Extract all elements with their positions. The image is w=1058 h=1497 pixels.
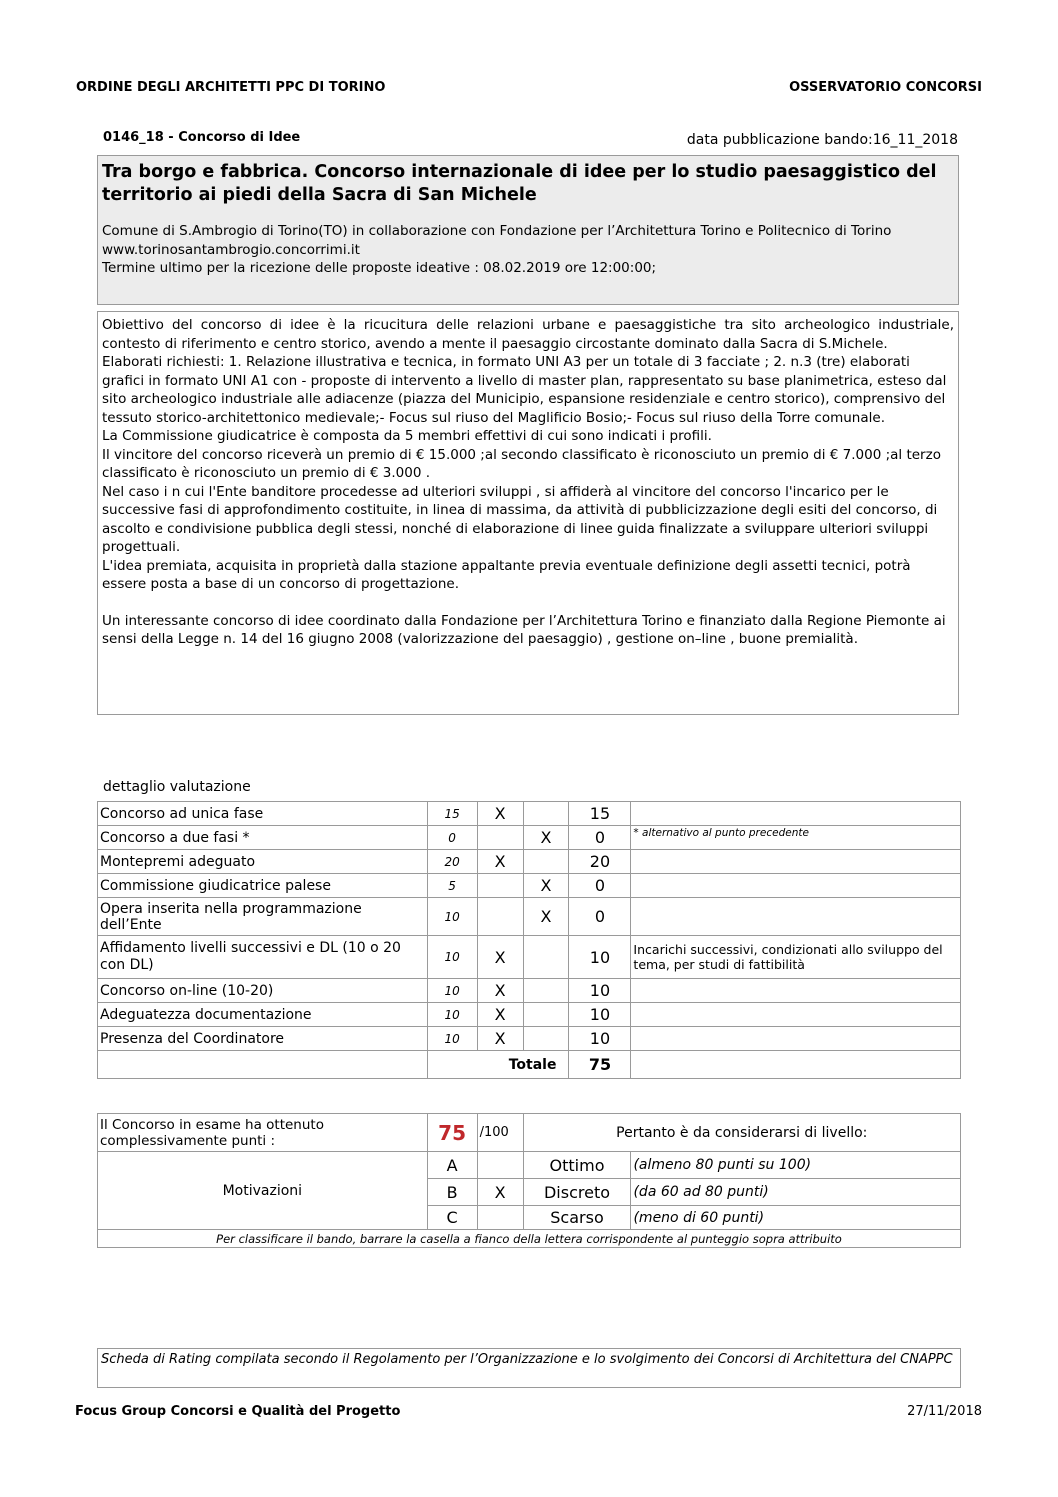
publication-date: data pubblicazione bando:16_11_2018: [686, 132, 958, 148]
evaluation-table: [97, 801, 961, 1079]
level-name: Ottimo: [523, 1152, 631, 1179]
score-cell: 10: [569, 1027, 631, 1051]
level-range: (da 60 ad 80 punti): [631, 1179, 961, 1206]
criterion-cell: Presenza del Coordinatore: [98, 1027, 428, 1051]
score-cell: 0: [569, 826, 631, 850]
result-table: [97, 1113, 961, 1248]
note-cell: * alternativo al punto precedente: [631, 826, 961, 850]
yes-mark-cell[interactable]: [477, 874, 523, 898]
level-intro: Pertanto è da considerarsi di livello:: [523, 1114, 960, 1152]
max-points-cell: 0: [427, 826, 477, 850]
competition-info: [102, 222, 954, 278]
no-mark-cell[interactable]: [523, 1027, 569, 1051]
max-points-cell: 15: [427, 802, 477, 826]
note-cell: [631, 1003, 961, 1027]
level-letter: C: [427, 1206, 477, 1230]
max-points-cell: 10: [427, 898, 477, 936]
table-row: [98, 936, 961, 979]
classification-footnote: Per classificare il bando, barrare la casella a fianco della lettera corrispondente al punteggio sopra attribuito: [98, 1230, 961, 1248]
description-paragraph: Elaborati richiesti: 1. Relazione illustrativa e tecnica, in formato UNI A3 per un totale di 3 facciate ; 2. n.3 (tre) elaborati grafici in formato UNI A1 con - proposte di intervento a livello di master plan, rappresentato su base planimetrica, esteso dal sito archeologico industriale alle adiacenze (piazza del Municipio, espansione residenziale e centro storico), comprensivo del tessuto storico-architettonico medievale;- Focus sul riuso del Maglificio Bosio;- Focus sul riuso della Torre comunale.: [102, 354, 947, 426]
max-points-cell: 5: [427, 874, 477, 898]
level-letter: B: [427, 1179, 477, 1206]
criterion-cell: Commissione giudicatrice palese: [98, 874, 428, 898]
no-mark-cell[interactable]: X: [523, 826, 569, 850]
no-mark-cell[interactable]: [523, 850, 569, 874]
criterion-cell: Affidamento livelli successivi e DL (10 o 20 con DL): [98, 936, 428, 979]
website-link[interactable]: www.torinosantambrogio.concorrimi.it: [102, 241, 360, 258]
table-row: [98, 1027, 961, 1051]
no-mark-cell[interactable]: [523, 979, 569, 1003]
note-cell: [631, 874, 961, 898]
yes-mark-cell[interactable]: X: [477, 979, 523, 1003]
yes-mark-cell[interactable]: X: [477, 936, 523, 979]
level-row: [98, 1152, 961, 1179]
no-mark-cell[interactable]: X: [523, 874, 569, 898]
score-cell: 0: [569, 898, 631, 936]
criterion-cell: Montepremi adeguato: [98, 850, 428, 874]
score-cell: 10: [569, 979, 631, 1003]
score-cell: 20: [569, 850, 631, 874]
note-cell: [631, 850, 961, 874]
note-cell: [631, 802, 961, 826]
footer-group: Focus Group Concorsi e Qualità del Progetto: [75, 1404, 401, 1419]
level-mark[interactable]: [477, 1152, 523, 1179]
no-mark-cell[interactable]: X: [523, 898, 569, 936]
description-paragraph: Nel caso i n cui l'Ente banditore procedesse ad ulteriori sviluppi , si affiderà al vincitore del concorso l'incarico per le successive fasi di approfondimento costituite, in linea di massima, da attività di pubblicizzazione degli esiti del concorso, di ascolto e condivisione pubblica degli stessi, nonché di elaborazione di linee guida finalizzate a sviluppare ulteriori sviluppi progettuali.: [102, 483, 938, 555]
yes-mark-cell[interactable]: X: [477, 1027, 523, 1051]
final-score: 75: [427, 1114, 477, 1152]
rating-note: Scheda di Rating compilata secondo il Regolamento per l’Organizzazione e lo svolgimento dei Concorsi di Architettura del CNAPPC: [97, 1348, 961, 1388]
criterion-cell: Concorso ad unica fase: [98, 802, 428, 826]
score-cell: 0: [569, 874, 631, 898]
note-cell: [631, 979, 961, 1003]
total-row: [98, 1051, 961, 1079]
table-row: [98, 1003, 961, 1027]
description-paragraph: Un interessante concorso di idee coordinato dalla Fondazione per l’Architettura Torino e finanziato dalla Regione Piemonte ai sensi della Legge n. 14 del 16 giugno 2008 (valorizzazione del paesaggio) , gestione on–line , buone premialità.: [102, 612, 946, 647]
description-box: [97, 311, 959, 715]
title-box: [97, 155, 959, 305]
organizer: Comune di S.Ambrogio di Torino(TO) in collaborazione con Fondazione per l’Architettura Torino e Politecnico di Torino: [102, 223, 892, 239]
table-row: [98, 898, 961, 936]
score-cell: 10: [569, 936, 631, 979]
yes-mark-cell[interactable]: [477, 826, 523, 850]
level-range: (almeno 80 punti su 100): [631, 1152, 961, 1179]
description-paragraph: L'idea premiata, acquisita in proprietà dalla stazione appaltante previa eventuale definizione degli assetti tecnici, potrà essere posta a base di un concorso di progettazione.: [102, 557, 911, 592]
note-cell: Incarichi successivi, condizionati allo sviluppo del tema, per studi di fattibilità: [631, 936, 961, 979]
max-points-cell: 20: [427, 850, 477, 874]
table-row: [98, 826, 961, 850]
result-row: [98, 1114, 961, 1152]
description-paragraph: Obiettivo del concorso di idee è la ricucitura delle relazioni urbane e paesaggistiche tra sito archeologico industriale, contesto di riferimento e centro storico, avendo a mente il paesaggio circostante dominato dalla Sacra di S.Michele.: [102, 317, 954, 352]
footnote-row: [98, 1230, 961, 1248]
note-cell: [631, 898, 961, 936]
total-note-cell: [631, 1051, 961, 1079]
competition-title: Tra borgo e fabbrica. Concorso internazionale di idee per lo studio paesaggistico del territorio ai piedi della Sacra di San Michele: [102, 162, 937, 205]
note-cell: [631, 1027, 961, 1051]
table-row: [98, 850, 961, 874]
no-mark-cell[interactable]: [523, 936, 569, 979]
level-name: Discreto: [523, 1179, 631, 1206]
header-organization: ORDINE DEGLI ARCHITETTI PPC DI TORINO: [76, 80, 386, 95]
result-intro: Il Concorso in esame ha ottenuto complessivamente punti :: [98, 1114, 428, 1152]
max-points-cell: 10: [427, 1027, 477, 1051]
competition-code: 0146_18 - Concorso di Idee: [103, 130, 301, 145]
level-mark[interactable]: [477, 1206, 523, 1230]
table-row: [98, 874, 961, 898]
level-letter: A: [427, 1152, 477, 1179]
evaluation-label: dettaglio valutazione: [103, 779, 251, 795]
max-points-cell: 10: [427, 1003, 477, 1027]
total-empty-cell: [98, 1051, 428, 1079]
no-mark-cell[interactable]: [523, 802, 569, 826]
level-range: (meno di 60 punti): [631, 1206, 961, 1230]
yes-mark-cell[interactable]: X: [477, 850, 523, 874]
deadline: Termine ultimo per la ricezione delle proposte ideative : 08.02.2019 ore 12:00:00;: [102, 260, 657, 276]
no-mark-cell[interactable]: [523, 1003, 569, 1027]
description-paragraph: Il vincitore del concorso riceverà un premio di € 15.000 ;al secondo classificato è riconosciuto un premio di € 7.000 ;al terzo classificato è riconosciuto un premio di € 3.000 .: [102, 446, 941, 481]
criterion-cell: Concorso a due fasi *: [98, 826, 428, 850]
total-value: 75: [569, 1051, 631, 1079]
yes-mark-cell[interactable]: X: [477, 1003, 523, 1027]
criterion-cell: Adeguatezza documentazione: [98, 1003, 428, 1027]
yes-mark-cell[interactable]: X: [477, 802, 523, 826]
criterion-cell: Concorso on-line (10-20): [98, 979, 428, 1003]
footer-date: 27/11/2018: [907, 1404, 982, 1419]
criterion-cell: Opera inserita nella programmazione dell’Ente: [98, 898, 428, 936]
header-observatory: OSSERVATORIO CONCORSI: [789, 80, 982, 95]
description-paragraph: La Commissione giudicatrice è composta da 5 membri effettivi di cui sono indicati i profili.: [102, 428, 712, 444]
level-name: Scarso: [523, 1206, 631, 1230]
max-points-cell: 10: [427, 979, 477, 1003]
table-row: [98, 979, 961, 1003]
score-cell: 15: [569, 802, 631, 826]
motivations-label: Motivazioni: [98, 1152, 428, 1230]
score-cell: 10: [569, 1003, 631, 1027]
level-mark[interactable]: X: [477, 1179, 523, 1206]
yes-mark-cell[interactable]: [477, 898, 523, 936]
max-score: /100: [477, 1114, 523, 1152]
max-points-cell: 10: [427, 936, 477, 979]
total-label: Totale: [427, 1051, 569, 1079]
table-row: [98, 802, 961, 826]
